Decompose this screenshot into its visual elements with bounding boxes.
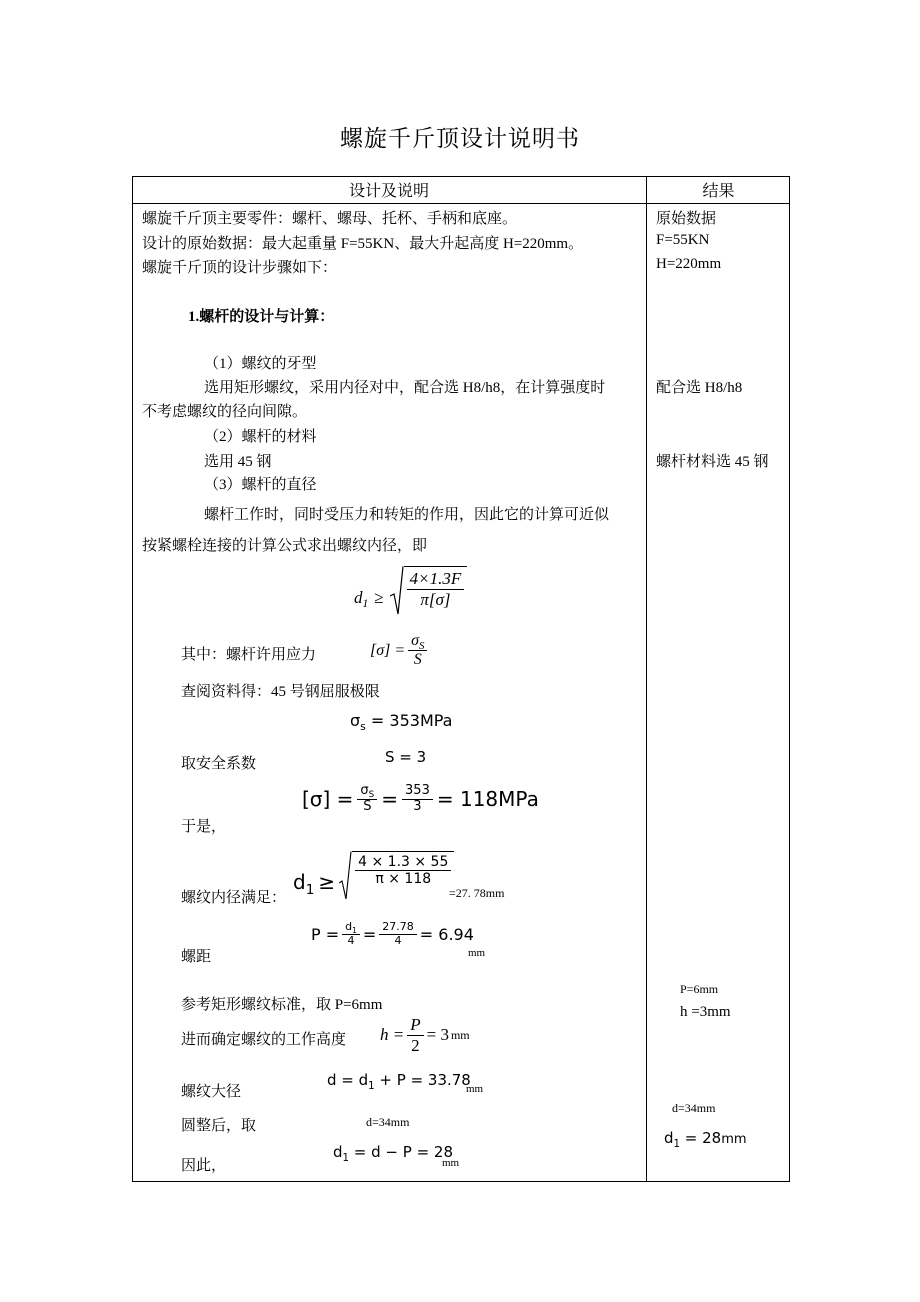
r9-sub: 1 <box>673 1138 681 1150</box>
material-text: 选用 45 钢 <box>204 454 272 470</box>
f6-lhs: h = <box>380 1025 405 1045</box>
f4-lhs-sub: 1 <box>305 881 315 898</box>
thread-profile-text-2: 不考虑螺纹的径向间隙。 <box>142 404 308 420</box>
r9-rest: = 28 <box>684 1129 722 1147</box>
radical-sign-icon <box>390 566 404 616</box>
result-height: H=220mm <box>656 256 722 272</box>
f8-rest: = d − P = 28 <box>353 1143 453 1161</box>
f4-lhs: d <box>293 870 306 894</box>
f5-n2: 27.78 <box>379 921 417 935</box>
inner-diameter-label: 螺纹内径满足： <box>181 890 287 906</box>
intro-line-3: 螺旋千斤顶的设计步骤如下： <box>142 260 338 276</box>
table-header-divider <box>132 203 790 204</box>
f8-sub: 1 <box>342 1152 350 1164</box>
yield-lookup-text: 查阅资料得：45 号钢屈服极限 <box>181 684 380 700</box>
subheading-material: （2）螺杆的材料 <box>204 429 317 445</box>
diameter-text-1: 螺杆工作时，同时受压力和转矩的作用，因此它的计算可近似 <box>204 507 610 523</box>
safety-factor-label: 取安全系数 <box>181 756 257 772</box>
inner-diameter-result: =27. 78mm <box>449 886 505 900</box>
f5-d2: 4 <box>394 933 402 947</box>
sigma-s-symbol: σ <box>350 711 361 730</box>
formula-yield-strength <box>350 711 453 733</box>
f5-eq: = <box>362 924 377 944</box>
standard-pitch-text: 参考矩形螺纹标准，取 P=6mm <box>181 997 383 1013</box>
f4-relation: ≥ <box>318 870 336 894</box>
f3-n1: σ <box>360 783 369 798</box>
f1-relation: ≥ <box>374 588 384 607</box>
radical-sign-icon <box>339 851 352 901</box>
working-height-label: 进而确定螺纹的工作高度 <box>181 1032 347 1048</box>
pitch-label: 螺距 <box>181 949 212 965</box>
f1-numerator: 4×1.3F <box>407 569 465 590</box>
f6-num: P <box>407 1015 423 1036</box>
table-header-design: 设计及说明 <box>348 183 429 200</box>
f3-d2: 3 <box>413 798 422 814</box>
f4-numerator: 4 × 1.3 × 55 <box>355 854 451 871</box>
result-working-height: h =3mm <box>680 1004 731 1020</box>
result-major-diameter: d=34mm <box>672 1101 716 1115</box>
formula-allowable-stress <box>370 632 427 670</box>
f3-d1: S <box>363 798 372 814</box>
final-inner-diameter-unit: mm <box>442 1157 460 1169</box>
safety-factor-value: S = 3 <box>385 748 427 766</box>
formula-working-height <box>380 1015 470 1055</box>
formula-inner-diameter-value <box>293 851 454 901</box>
thread-profile-text-1: 选用矩形螺纹，采用内径对中，配合选 H8/h8，在计算强度时 <box>204 380 606 396</box>
sigma-s-sub: s <box>360 719 366 733</box>
f5-result: = 6.94 <box>419 924 474 944</box>
f8-lhs: d <box>333 1143 343 1161</box>
result-pitch: P=6mm <box>680 982 719 996</box>
f5-d1: 4 <box>347 933 355 947</box>
major-diameter-label: 螺纹大径 <box>181 1084 242 1100</box>
f3-n2: 353 <box>402 784 433 800</box>
r9-lhs: d <box>664 1129 674 1147</box>
f3-result: = 118MPa <box>436 787 539 812</box>
table-header-result: 结果 <box>702 183 735 200</box>
table-column-divider <box>646 176 647 1182</box>
r9-unit: mm <box>721 1132 747 1147</box>
subheading-thread-profile: （1）螺纹的牙型 <box>204 356 317 372</box>
page-title: 螺旋千斤顶设计说明书 <box>340 126 580 151</box>
f1-lhs: d <box>354 588 363 607</box>
diameter-text-2: 按紧螺栓连接的计算公式求出螺纹内径，即 <box>142 538 428 554</box>
f5-lhs: P = <box>311 924 340 944</box>
f6-result: = 3 <box>426 1025 449 1045</box>
f4-denominator: π × 118 <box>375 871 432 888</box>
f5-n1: d <box>345 920 353 933</box>
f2-lhs: [σ] = <box>370 641 406 659</box>
f3-n1-sub: S <box>368 790 375 801</box>
section-heading-screw: 1.螺杆的设计与计算： <box>188 309 335 325</box>
rounding-label: 圆整后，取 <box>181 1118 257 1134</box>
f6-den: 2 <box>411 1035 420 1055</box>
formula-major-diameter <box>327 1071 471 1092</box>
hence-label: 因此， <box>181 1158 227 1174</box>
result-inner-diameter <box>664 1129 747 1150</box>
f2-num: σ <box>411 632 420 649</box>
f4-sqrt <box>339 851 454 901</box>
f3-eq: = <box>381 787 399 812</box>
intro-line-1: 螺旋千斤顶主要零件：螺杆、螺母、托杯、手柄和底座。 <box>142 211 518 227</box>
formula-inner-diameter <box>354 566 467 616</box>
allowable-stress-label: 其中：螺杆许用应力 <box>181 647 317 663</box>
f5-n1-sub: 1 <box>352 925 357 935</box>
formula-pitch <box>311 921 474 947</box>
result-material: 螺杆材料选 45 钢 <box>656 454 769 470</box>
rounded-diameter: d=34mm <box>366 1115 410 1129</box>
result-fit: 配合选 H8/h8 <box>656 380 743 396</box>
f2-den: S <box>413 651 422 669</box>
formula-final-inner-diameter <box>333 1143 453 1164</box>
f1-lhs-sub: 1 <box>362 597 369 611</box>
f7-lhs: d = d <box>327 1071 369 1089</box>
thus-label: 于是， <box>181 819 227 835</box>
pitch-unit: mm <box>468 947 486 959</box>
f1-denominator: π[σ] <box>420 589 451 609</box>
f7-sub: 1 <box>368 1080 375 1092</box>
formula-allowable-stress-value <box>302 784 539 815</box>
f1-sqrt <box>390 566 468 616</box>
intro-line-2: 设计的原始数据：最大起重量 F=55KN、最大升起高度 H=220mm。 <box>142 236 584 252</box>
sigma-s-value: = 353MPa <box>370 711 453 730</box>
result-load: F=55KN <box>656 232 710 248</box>
f3-lhs: [σ] = <box>302 787 354 812</box>
subheading-diameter: （3）螺杆的直径 <box>204 477 317 493</box>
f7-rest: + P = 33.78 <box>379 1071 471 1089</box>
f2-num-sub: S <box>419 639 425 652</box>
f6-unit: mm <box>450 1027 470 1042</box>
result-original-data: 原始数据 <box>656 211 717 227</box>
major-diameter-unit: mm <box>466 1083 484 1095</box>
